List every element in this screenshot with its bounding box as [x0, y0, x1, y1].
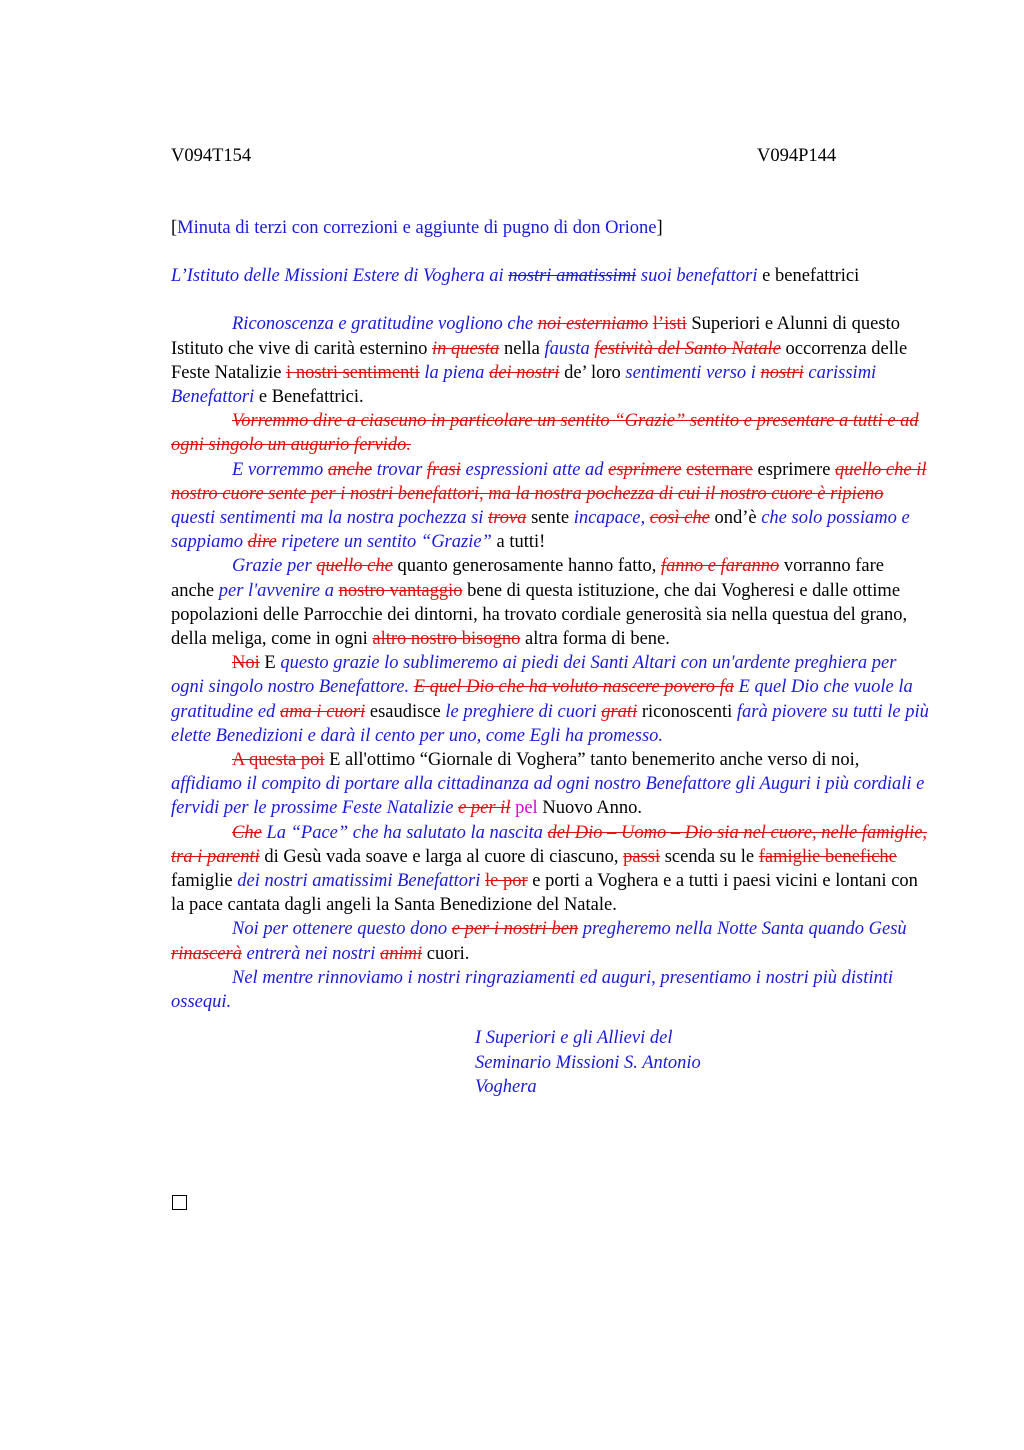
- editorial-note-text: Minuta di terzi con correzioni e aggiunte di pugno di don Orione: [177, 218, 657, 238]
- doc-code-left: V094T154: [171, 146, 252, 166]
- document-body: [171, 216, 931, 1099]
- deleted-text: quello che il nostro cuore sente per i nostri benefattori, ma la nostra pochezza di cui il nostro cuore è ripieno: [171, 459, 927, 504]
- paragraph-9: Nel mentre rinnoviamo i nostri ringraziamenti ed auguri, presentiamo i nostri più distinti ossequi.: [171, 967, 894, 1013]
- deleted-text: quello che: [316, 556, 393, 577]
- paragraph-4: Grazie per quello che quanto generosamente hanno fatto, fanno e faranno vorranno fare anche per l'avvenire a nostro vantaggio bene di questa istituzione, che dai Vogheresi e dalle ottime popolazioni delle Parrocchie dei dintorni, ha trovato cordiale generosità sia nella questua del grano, della meliga, come in ogni altro nostro bisogno altra forma di bene.: [171, 556, 908, 650]
- deleted-text: famiglie benefiche: [758, 846, 897, 867]
- deleted-text: ama i cuori: [279, 701, 366, 722]
- deleted-text: animi: [379, 943, 423, 964]
- document-title: L’Istituto delle Missioni Estere di Voghera ai nostri amatissimi suoi benefattori e benefattrici: [171, 266, 860, 287]
- paragraph-3: E vorremmo anche trovar frasi espressioni atte ad esprimere esternare esprimere quello che il nostro cuore sente per i nostri benefattori, ma la nostra pochezza di cui il nostro cuore è ripieno questi sentimenti ma la nostra pochezza si trova sente incapace, così che ond’è che solo possiamo e sappiamo dire ripetere un sentito “Grazie” a tutti!: [171, 459, 927, 553]
- editorial-note: [Minuta di terzi con correzioni e aggiunte di pugno di don Orione]: [171, 218, 663, 238]
- deleted-text: grati: [601, 701, 638, 722]
- deleted-text: Vorremmo dire a ciascuno in particolare un sentito “Grazie” sentito e presentare a tutti e ad ogni singolo un augurio fervido.: [171, 411, 919, 456]
- deleted-text: passi: [623, 846, 661, 867]
- deleted-text: frasi: [426, 459, 461, 480]
- deleted-text: fanno e faranno: [661, 556, 780, 577]
- doc-code-right: V094P144: [757, 146, 837, 166]
- paragraph-2: [171, 409, 931, 457]
- paragraph-5: Noi E questo grazie lo sublimeremo ai piedi dei Santi Altari con un'ardente preghiera per ogni singolo nostro Benefattore. E quel Dio che ha voluto nascere povero fa E quel Dio che vuole la gratitudine ed ama i cuori esaudisce le preghiere di cuori grati riconoscenti farà piovere su tutti le più elette Benedizioni e darà il cento per uno, come Egli ha promesso.: [171, 653, 929, 746]
- deleted-text: l’isti: [652, 314, 687, 335]
- signature-line: Voghera: [475, 1076, 537, 1097]
- deleted-text: anche: [327, 459, 373, 480]
- deleted-text: e per i nostri ben: [451, 919, 579, 940]
- paragraph-7: Che La “Pace” che ha salutato la nascita del Dio – Uomo – Dio sia nel cuore, nelle famiglie, tra i parenti di Gesù vada soave e larga al cuore di ciascuno, passi scenda su le famiglie benefiche famiglie dei nostri amatissimi Benefattori le por e porti a Voghera e a tutti i paesi vicini e lontani con la pace cantata dagli angeli la Santa Benedizione del Natale.: [171, 822, 928, 916]
- paragraph-1: Riconoscenza e gratitudine vogliono che noi esterniamo l’isti Superiori e Alunni di questo Istituto che vive di carità esternino in questa nella fausta festività del Santo Natale occorrenza delle Feste Natalizie i nostri sentimenti la piena dei nostri de’ loro sentimenti verso i nostri carissimi Benefattori e Benefattrici.: [171, 314, 908, 408]
- deleted-text: esternare: [686, 459, 753, 480]
- deleted-text: del Dio – Uomo – Dio sia nel cuore, nelle famiglie, tra i parenti: [171, 822, 928, 867]
- deleted-text: in questa: [431, 338, 500, 359]
- deleted-text: nostri: [760, 362, 804, 383]
- deleted-text: festività del Santo Natale: [594, 338, 781, 359]
- deleted-text: A questa poi: [232, 750, 325, 771]
- deleted-text: rinascerà: [171, 943, 242, 964]
- signature-block: [475, 1026, 931, 1099]
- signature-line: I Superiori e gli Allievi del: [475, 1028, 673, 1049]
- deleted-text: trova: [488, 508, 527, 529]
- signature-line: Seminario Missioni S. Antonio: [475, 1052, 701, 1073]
- deleted-text: esprimere: [608, 459, 682, 480]
- deleted-text: nostro vantaggio: [338, 580, 463, 601]
- deleted-text: nostri amatissimi: [508, 266, 637, 287]
- paragraph-8: Noi per ottenere questo dono e per i nostri ben pregheremo nella Notte Santa quando Gesù rinascerà entrerà nei nostri animi cuori.: [171, 919, 907, 964]
- deleted-text: noi esterniamo: [537, 314, 649, 335]
- deleted-text: Noi: [232, 653, 260, 674]
- deleted-text: dire: [247, 532, 277, 553]
- deleted-text: le por: [484, 871, 528, 892]
- deleted-text: Che: [232, 822, 262, 843]
- magenta-text: pel: [510, 798, 538, 819]
- end-square-icon: [172, 1195, 187, 1210]
- paragraph-6: A questa poi E all'ottimo “Giornale di Voghera” tanto benemerito anche verso di noi, affidiamo il compito di portare alla cittadinanza ad ogni nostro Benefattore gli Auguri i più cordiali e fervidi per le prossime Feste Natalizie e per il pel Nuovo Anno.: [171, 750, 925, 819]
- deleted-text: altro nostro bisogno: [372, 629, 521, 650]
- deleted-text: E quel Dio che ha voluto nascere povero fa: [413, 677, 734, 698]
- deleted-text: i nostri sentimenti: [286, 362, 420, 383]
- deleted-text: e per il: [458, 798, 511, 819]
- deleted-text: così che: [649, 508, 710, 529]
- deleted-text: dei nostri: [489, 362, 560, 383]
